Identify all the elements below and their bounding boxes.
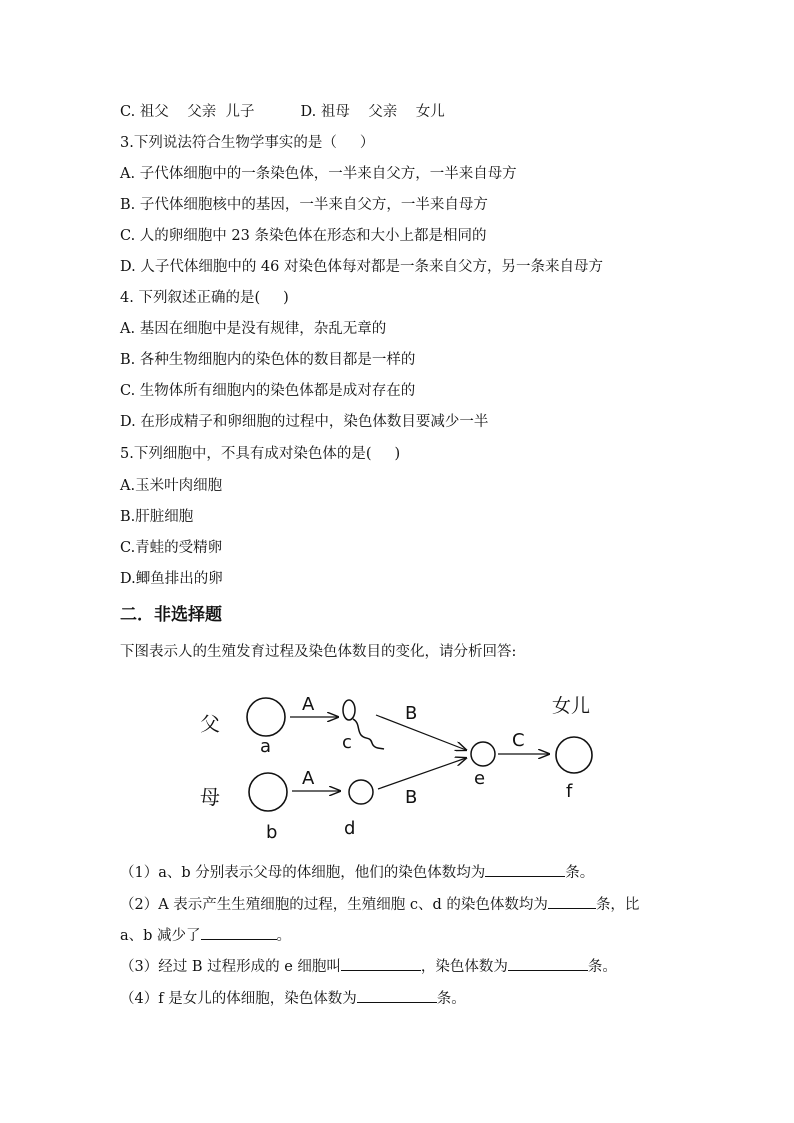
subquestion-1 xyxy=(120,862,594,883)
q2-end: 。 xyxy=(276,928,292,944)
reproduction-diagram xyxy=(190,686,610,846)
q5-option-b: B.肝脏细胞 xyxy=(120,509,194,525)
q5-option-c: C.青蛙的受精卵 xyxy=(120,540,223,556)
cell-f xyxy=(556,737,592,773)
cell-a-label: a xyxy=(260,736,272,757)
cell-f-label: f xyxy=(566,781,573,802)
subquestion-2-cont xyxy=(120,925,291,946)
q3-end: 条。 xyxy=(587,959,617,975)
sperm-tail-c xyxy=(353,719,384,749)
process-b-label-bottom: B xyxy=(405,787,418,808)
sperm-head-c xyxy=(343,700,355,720)
subquestion-4 xyxy=(120,988,466,1009)
zygote-e xyxy=(471,742,495,766)
q4-option-d: D. 在形成精子和卵细胞的过程中，染色体数目要减少一半 xyxy=(120,414,489,430)
mother-label: 母 xyxy=(200,785,220,809)
arrow-d-to-e xyxy=(378,758,466,789)
q3-mid: ，染色体数为 xyxy=(420,959,508,975)
q5-option-d: D.鲫鱼排出的卵 xyxy=(120,571,223,587)
q1-suffix: 条。 xyxy=(565,865,595,881)
q2-answer-blank-1[interactable] xyxy=(548,894,596,909)
q4-option-a: A. 基因在细胞中是没有规律，杂乱无章的 xyxy=(120,321,387,337)
q2-answer-blank-2[interactable] xyxy=(201,925,277,940)
q2-mid: 条，比 xyxy=(595,897,640,913)
cell-d-label: d xyxy=(344,818,356,839)
q5-option-a: A.玉米叶肉细胞 xyxy=(120,478,223,494)
q5-stem: 5.下列细胞中，不具有成对染色体的是( ) xyxy=(120,446,401,462)
q4-option-c: C. 生物体所有细胞内的染色体都是成对存在的 xyxy=(120,383,416,399)
process-c-label: C xyxy=(512,730,525,751)
q2-text: （2）A 表示产生生殖细胞的过程，生殖细胞 c、d 的染色体数均为 xyxy=(120,897,548,913)
cell-b xyxy=(249,773,287,811)
q2-options-cd: C. 祖父 父亲 儿子 D. 祖母 父亲 女儿 xyxy=(120,104,445,120)
father-label: 父 xyxy=(200,712,220,736)
q4-answer-blank[interactable] xyxy=(357,988,437,1003)
q3-option-b: B. 子代体细胞核中的基因，一半来自父方，一半来自母方 xyxy=(120,197,488,213)
q3-option-a: A. 子代体细胞中的一条染色体，一半来自父方，一半来自母方 xyxy=(120,166,517,182)
q3-option-c: C. 人的卵细胞中 23 条染色体在形态和大小上都是相同的 xyxy=(120,228,487,244)
process-a-label-top: A xyxy=(302,694,315,715)
q3-option-d: D. 人子代体细胞中的 46 对染色体每对都是一条来自父方，另一条来自母方 xyxy=(120,259,603,275)
q3-text: （3）经过 B 过程形成的 e 细胞叫 xyxy=(120,959,341,975)
cell-b-label: b xyxy=(266,822,278,843)
daughter-label: 女儿 xyxy=(552,695,591,717)
process-a-label-bottom: A xyxy=(302,768,315,789)
cell-a xyxy=(247,698,285,736)
cell-c-label: c xyxy=(342,732,352,753)
q3-stem: 3.下列说法符合生物学事实的是（ ） xyxy=(120,135,375,151)
subquestion-3 xyxy=(120,956,617,977)
q4-text: （4）f 是女儿的体细胞，染色体数为 xyxy=(120,991,357,1007)
subquestion-2 xyxy=(120,894,639,915)
section-heading: 二．非选择题 xyxy=(120,605,222,625)
process-b-label-top: B xyxy=(405,703,418,724)
arrow-c-to-e xyxy=(376,715,466,750)
q2-text-cont: a、b 减少了 xyxy=(120,928,201,944)
section-intro: 下图表示人的生殖发育过程及染色体数目的变化，请分析回答: xyxy=(120,644,517,660)
q1-text: （1）a、b 分别表示父母的体细胞，他们的染色体数均为 xyxy=(120,865,486,881)
q1-answer-blank[interactable] xyxy=(485,862,565,877)
egg-d xyxy=(349,780,373,804)
q4-option-b: B. 各种生物细胞内的染色体的数目都是一样的 xyxy=(120,352,416,368)
q4-stem: 4. 下列叙述正确的是( ) xyxy=(120,290,289,306)
q3-answer-blank-1[interactable] xyxy=(341,956,421,971)
q3-answer-blank-2[interactable] xyxy=(508,956,588,971)
q4-end: 条。 xyxy=(436,991,466,1007)
cell-e-label: e xyxy=(474,768,486,789)
